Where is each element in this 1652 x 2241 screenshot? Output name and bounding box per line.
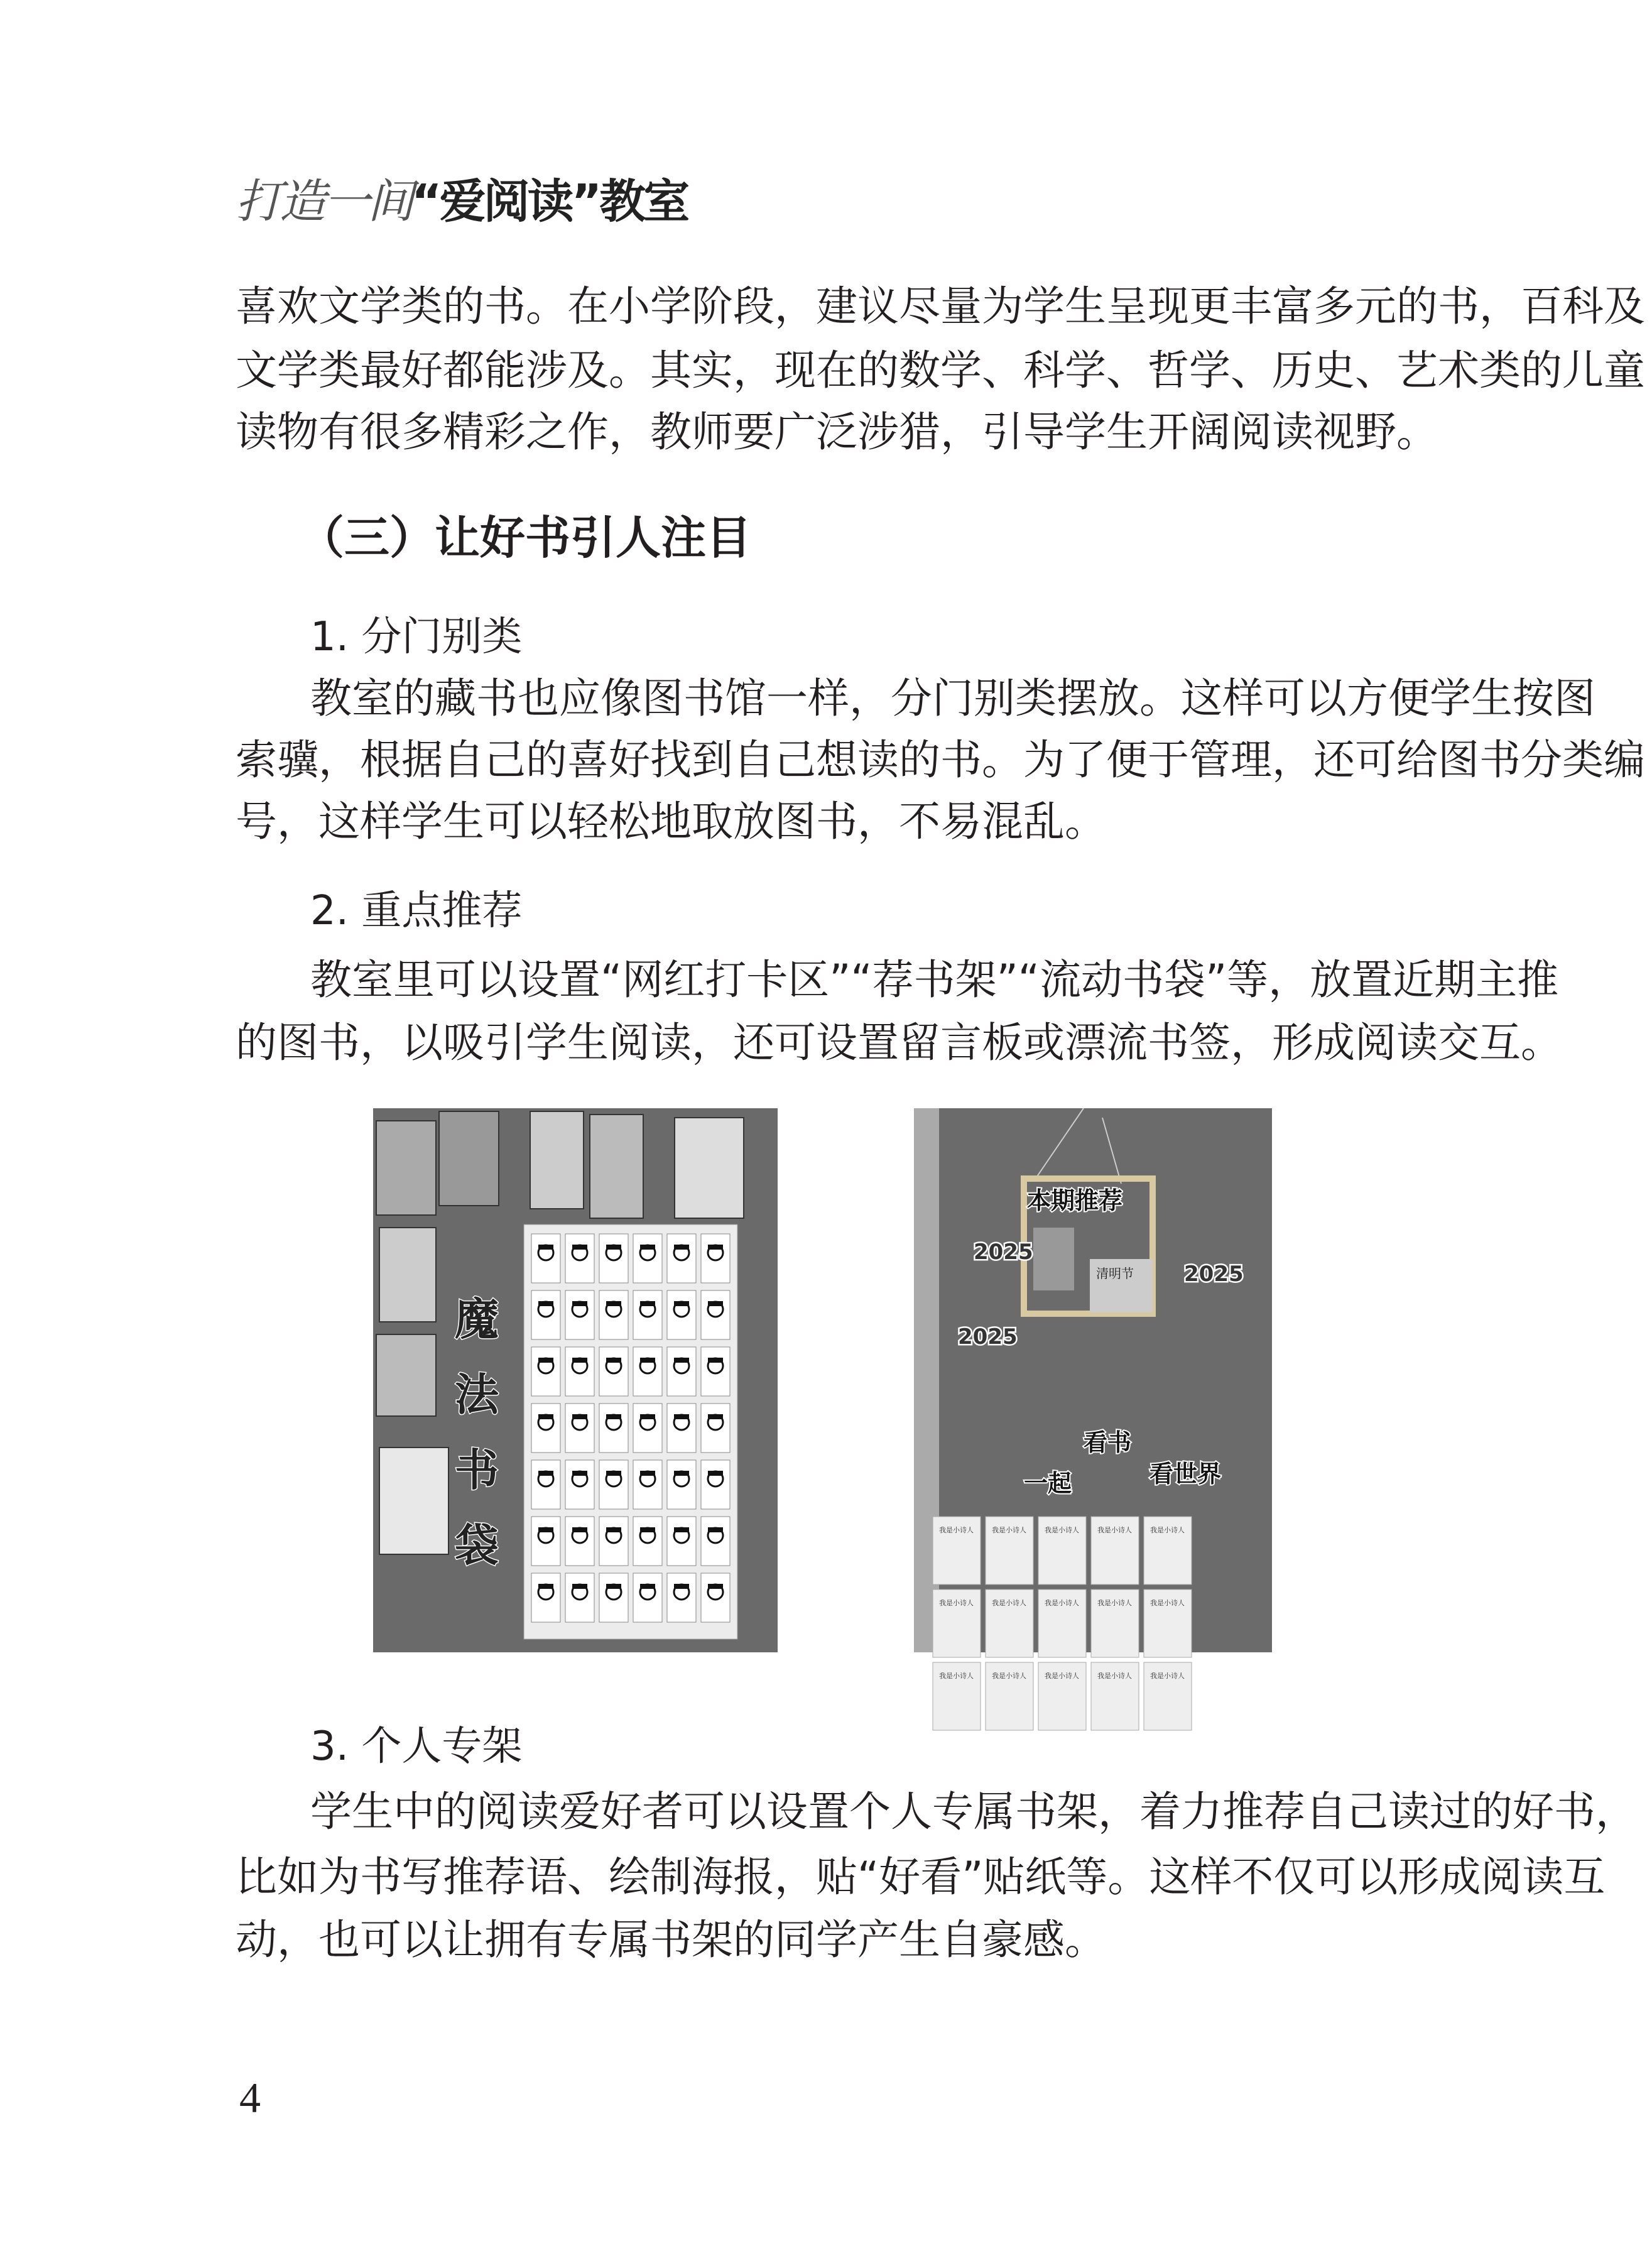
sign-char: 魔 [455, 1294, 499, 1345]
svg-text:我是小诗人: 我是小诗人 [1097, 1599, 1132, 1607]
text-line: 学生中的阅读爱好者可以设置个人专属书架，着力推荐自己读过的好书， [310, 1787, 1637, 1836]
book-pocket [565, 1517, 594, 1566]
book-pocket [531, 1347, 560, 1396]
svg-text:我是小诗人: 我是小诗人 [1150, 1526, 1185, 1534]
poem-certificate [986, 1662, 1033, 1730]
book-pocket [701, 1517, 730, 1566]
book-pocket [701, 1234, 730, 1283]
poem-certificate [1038, 1662, 1086, 1730]
frame-title: 本期推荐 [1027, 1187, 1123, 1214]
book-pocket [667, 1573, 696, 1622]
text-line: 索骥，根据自己的喜好找到自己想读的书。为了便于管理，还可给图书分类编 [236, 736, 1645, 784]
svg-text:我是小诗人: 我是小诗人 [992, 1526, 1026, 1534]
section-heading: （三）让好书引人注目 [299, 511, 752, 564]
book-pocket [565, 1234, 594, 1283]
subsection-title: 3. 个人专架 [310, 1723, 523, 1770]
svg-text:我是小诗人: 我是小诗人 [939, 1672, 974, 1680]
sign-char: 袋 [455, 1520, 499, 1571]
text-line: 教室的藏书也应像图书馆一样，分门别类摆放。这样可以方便学生按图 [310, 674, 1595, 722]
svg-text:我是小诗人: 我是小诗人 [1150, 1599, 1185, 1607]
book-pocket [667, 1517, 696, 1566]
book-pocket [633, 1234, 662, 1283]
sign-char: 书 [455, 1444, 499, 1496]
book-pocket [531, 1573, 560, 1622]
book-pocket [599, 1347, 628, 1396]
poem-certificate [1091, 1662, 1139, 1730]
svg-text:我是小诗人: 我是小诗人 [939, 1599, 974, 1607]
book-pocket [667, 1234, 696, 1283]
book-pocket [531, 1517, 560, 1566]
svg-text:我是小诗人: 我是小诗人 [992, 1672, 1026, 1680]
book-pocket [633, 1460, 662, 1509]
subsection-title: 1. 分门别类 [310, 614, 523, 660]
book-pocket [531, 1460, 560, 1509]
poem-certificate [1144, 1662, 1192, 1730]
poem-certificate [986, 1589, 1033, 1657]
text-line: 动，也可以让拥有专属书架的同学产生自豪感。 [236, 1916, 1106, 1964]
book-pocket [531, 1404, 560, 1453]
page-number: 4 [239, 2074, 261, 2122]
poem-certificate [1038, 1589, 1086, 1657]
svg-text:我是小诗人: 我是小诗人 [939, 1526, 974, 1534]
poem-certificate [1144, 1517, 1192, 1584]
book-pocket [701, 1290, 730, 1339]
year-sticker: 2025 [974, 1240, 1033, 1265]
photo-magic-book-bag [373, 1108, 778, 1652]
poem-certificate [933, 1517, 981, 1584]
book-pocket [633, 1347, 662, 1396]
poem-certificate [933, 1662, 981, 1730]
book-pocket [667, 1404, 696, 1453]
book-pocket [565, 1290, 594, 1339]
poem-certificate [1144, 1589, 1192, 1657]
book-pocket [531, 1234, 560, 1283]
book-title: 清明节 [1096, 1266, 1134, 1281]
book-pocket [701, 1460, 730, 1509]
book-pocket [565, 1573, 594, 1622]
book-pocket [667, 1347, 696, 1396]
svg-text:我是小诗人: 我是小诗人 [1045, 1672, 1079, 1680]
year-sticker: 2025 [958, 1324, 1018, 1350]
book-pocket [633, 1517, 662, 1566]
book-pocket [701, 1573, 730, 1622]
svg-text:我是小诗人: 我是小诗人 [1045, 1599, 1079, 1607]
text-line: 的图书，以吸引学生阅读，还可设置留言板或漂流书签，形成阅读交互。 [236, 1018, 1562, 1067]
running-head-part1: 打造一间 [236, 175, 411, 229]
svg-text:我是小诗人: 我是小诗人 [1097, 1672, 1132, 1680]
book-pocket [599, 1404, 628, 1453]
book-pocket [633, 1573, 662, 1622]
slogan: 看世界 [1149, 1460, 1222, 1488]
text-line: 号，这样学生可以轻松地取放图书，不易混乱。 [236, 797, 1106, 846]
book-pocket [565, 1347, 594, 1396]
svg-text:我是小诗人: 我是小诗人 [1045, 1526, 1079, 1534]
photo-recommendation-board [914, 1108, 1272, 1680]
poem-certificate [986, 1517, 1033, 1584]
book-pocket [599, 1290, 628, 1339]
book-pocket [667, 1290, 696, 1339]
text-line: 喜欢文学类的书。在小学阶段，建议尽量为学生呈现更丰富多元的书，百科及 [236, 282, 1645, 330]
book-pocket [599, 1234, 628, 1283]
poem-certificate [1038, 1517, 1086, 1584]
svg-text:我是小诗人: 我是小诗人 [1150, 1672, 1185, 1680]
text-line: 读物有很多精彩之作，教师要广泛涉猎，引导学生开阔阅读视野。 [236, 408, 1438, 456]
book-pocket [633, 1290, 662, 1339]
book-pocket [565, 1404, 594, 1453]
text-line: 比如为书写推荐语、绘制海报，贴“好看”贴纸等。这样不仅可以形成阅读互 [236, 1853, 1606, 1901]
slogan: 一起 [1024, 1469, 1072, 1497]
poem-certificate [1091, 1517, 1139, 1584]
book-pocket [599, 1517, 628, 1566]
running-head [236, 165, 687, 231]
book-pocket [565, 1460, 594, 1509]
book-pocket [599, 1460, 628, 1509]
book-pocket [633, 1404, 662, 1453]
running-head-part2: “爱阅读”教室 [411, 175, 688, 229]
book-pocket [667, 1460, 696, 1509]
poem-certificate [1091, 1589, 1139, 1657]
slogan: 看书 [1084, 1429, 1132, 1456]
svg-text:我是小诗人: 我是小诗人 [992, 1599, 1026, 1607]
text-line: 文学类最好都能涉及。其实，现在的数学、科学、哲学、历史、艺术类的儿童 [236, 346, 1645, 395]
poem-certificate [933, 1589, 981, 1657]
svg-text:我是小诗人: 我是小诗人 [1097, 1526, 1132, 1534]
sign-char: 法 [455, 1369, 499, 1420]
year-sticker: 2025 [1184, 1262, 1244, 1287]
subsection-title: 2. 重点推荐 [310, 888, 523, 934]
book-pocket [701, 1404, 730, 1453]
book-pocket [531, 1290, 560, 1339]
text-line: 教室里可以设置“网红打卡区”“荐书架”“流动书袋”等，放置近期主推 [310, 956, 1559, 1004]
book-pocket [599, 1573, 628, 1622]
book-pocket [701, 1347, 730, 1396]
